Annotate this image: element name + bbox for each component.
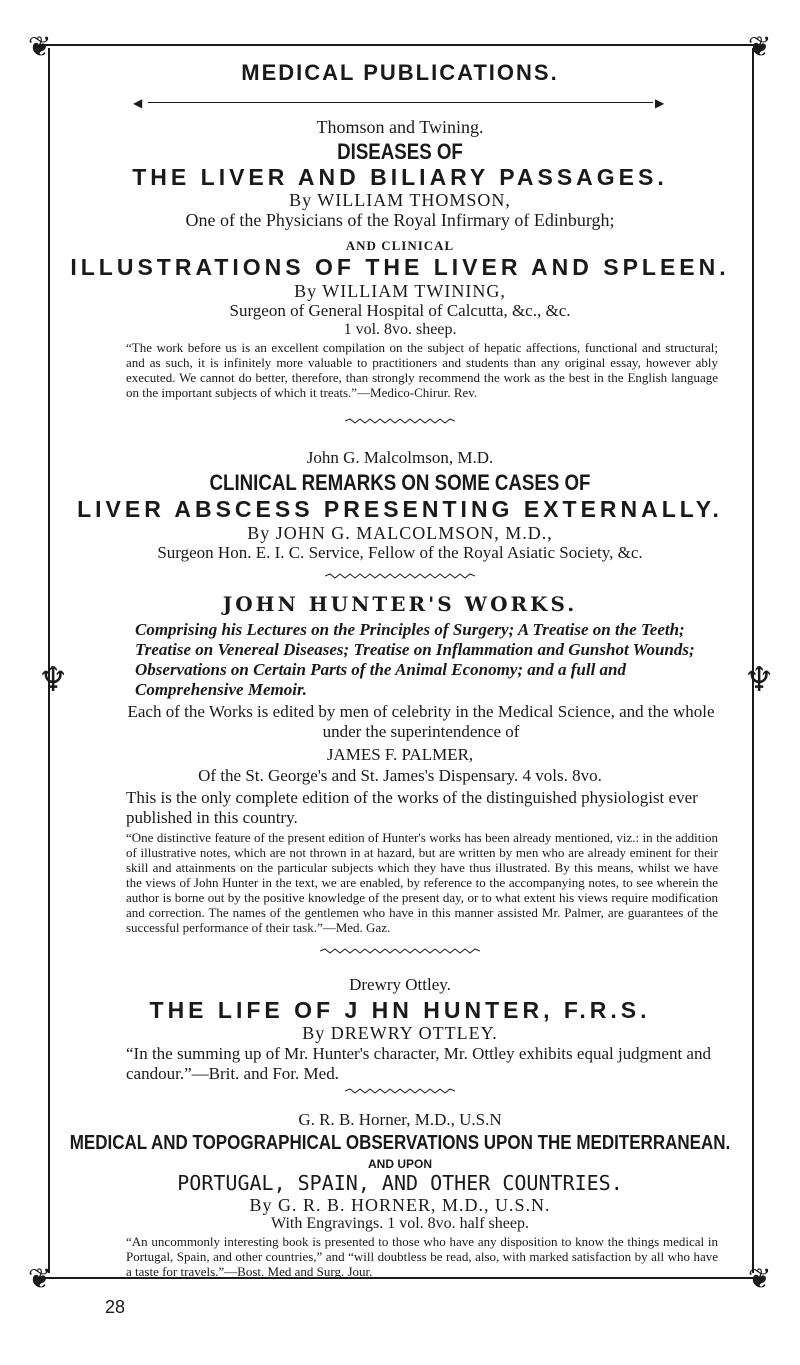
publisher-line: John G. Malcolmson, M.D. [306, 448, 494, 467]
and-line: AND CLINICAL [345, 238, 455, 253]
author-position: Surgeon of General Hospital of Calcutta, &c., &c. [229, 301, 571, 320]
corner-ornament-icon: ❦ [748, 30, 772, 63]
review-quote: “One distinctive feature of the present edition of Hunter's works has been already mentioned, viz.: in the addition of illustrative notes, which are not thrown in at hazard, but are written by men who are already eminent for their skill and attainments on the particular subjects which they have thus illustrated. By this means, whilst we have the views of John Hunter in the text, we are enabled, by reference to the accompanying notes, to see wherein the author is borne out by the positive knowledge of the present day, or to what extent his views require modification and correction. The names of the gentlemen who have in this manner assisted Mr. Palmer, are guarantees of the successful performance of their task.”—Med. Gaz. [126, 830, 718, 935]
review-quote: “An uncommonly interesting book is presented to those who have any disposition to know the things medical in Portugal, Spain, and other countries,” and “will doubtless be read, also, with marked satisfaction by all who have a taste for travels.”—Bost. Med and Surg. Jour. [126, 1234, 718, 1279]
review-quote: “The work before us is an excellent compilation on the subject of hepatic affections, functional and structural; and as such, it is infinitely more valuable to practitioners and students than any original essay, however ably executed. We cannot do better, therefore, than strongly recommend the work as the best in the English language on the important subjects of which it treats.”—Medico-Chirur. Rev. [126, 340, 718, 400]
arrow-left-icon: ◀ [133, 96, 143, 110]
book-title: JOHN HUNTER'S WORKS. [222, 592, 578, 616]
book-subtitle: Comprising his Lectures on the Principles of Surgery; A Treatise on the Teeth; Treatise on Venereal Diseases; Treatise on Inflammation and Gunshot Wounds; Observations on Certain Parts of the Animal Economy; and a full and Comprehensive Memoir. [135, 620, 695, 699]
publisher-line: G. R. B. Horner, M.D., U.S.N [298, 1110, 502, 1129]
side-ornament-icon: ♆ [38, 660, 69, 700]
page-number: 28 [105, 1297, 126, 1317]
format-line: With Engravings. 1 vol. 8vo. half sheep. [271, 1215, 529, 1232]
book-title: MEDICAL AND TOPOGRAPHICAL OBSERVATIONS UPON THE MEDITERRANEAN. [69, 1132, 731, 1154]
page-header: MEDICAL PUBLICATIONS. [241, 60, 559, 85]
byline: By WILLIAM THOMSON, [289, 190, 511, 210]
book-title: CLINICAL REMARKS ON SOME CASES OF [209, 470, 591, 495]
byline: By WILLIAM TWINING, [294, 281, 506, 301]
book-title: LIVER ABSCESS PRESENTING EXTERNALLY. [77, 496, 723, 522]
section-divider [345, 1088, 455, 1094]
author-position: One of the Physicians of the Royal Infirmary of Edinburgh; [185, 210, 615, 230]
corner-ornament-icon: ❦ [28, 30, 52, 63]
author-position: Surgeon Hon. E. I. C. Service, Fellow of the Royal Asiatic Society, &c. [157, 543, 643, 562]
section-divider [320, 948, 480, 954]
top-border [40, 44, 760, 46]
corner-ornament-icon: ❦ [28, 1262, 52, 1295]
corner-ornament-icon: ❦ [748, 1262, 772, 1295]
byline: By JOHN G. MALCOLMSON, M.D., [247, 523, 553, 543]
byline: By DREWRY OTTLEY. [302, 1023, 498, 1043]
publisher-line: Drewry Ottley. [349, 975, 451, 994]
edited-note: Each of the Works is edited by men of celebrity in the Medical Science, and the whole under the superintendence of [127, 702, 715, 741]
edition-claim: This is the only complete edition of the works of the distinguished physiologist ever published in this country. [126, 788, 698, 827]
section-divider [345, 418, 455, 424]
review-quote: “In the summing up of Mr. Hunter's character, Mr. Ottley exhibits equal judgment and candour.”—Brit. and For. Med. [126, 1044, 711, 1083]
book-title: DISEASES OF [337, 139, 463, 164]
editor-name: JAMES F. PALMER, [326, 745, 474, 764]
arrow-right-icon: ▶ [655, 96, 665, 110]
header-divider [148, 102, 653, 103]
book-title: THE LIVER AND BILIARY PASSAGES. [132, 164, 668, 190]
byline: By G. R. B. HORNER, M.D., U.S.N. [249, 1195, 551, 1215]
format-line: 1 vol. 8vo. sheep. [343, 321, 457, 338]
section-divider [325, 573, 475, 579]
book-title: ILLUSTRATIONS OF THE LIVER AND SPLEEN. [70, 254, 730, 280]
side-ornament-icon: ♆ [744, 660, 775, 700]
book-title: PORTUGAL, SPAIN, AND OTHER COUNTRIES. [177, 1171, 623, 1195]
book-title: THE LIFE OF J HN HUNTER, F.R.S. [149, 997, 651, 1023]
and-upon-line: AND UPON [367, 1157, 432, 1171]
publisher-line: Thomson and Twining. [316, 117, 484, 137]
editor-position: Of the St. George's and St. James's Dispensary. 4 vols. 8vo. [198, 766, 602, 785]
